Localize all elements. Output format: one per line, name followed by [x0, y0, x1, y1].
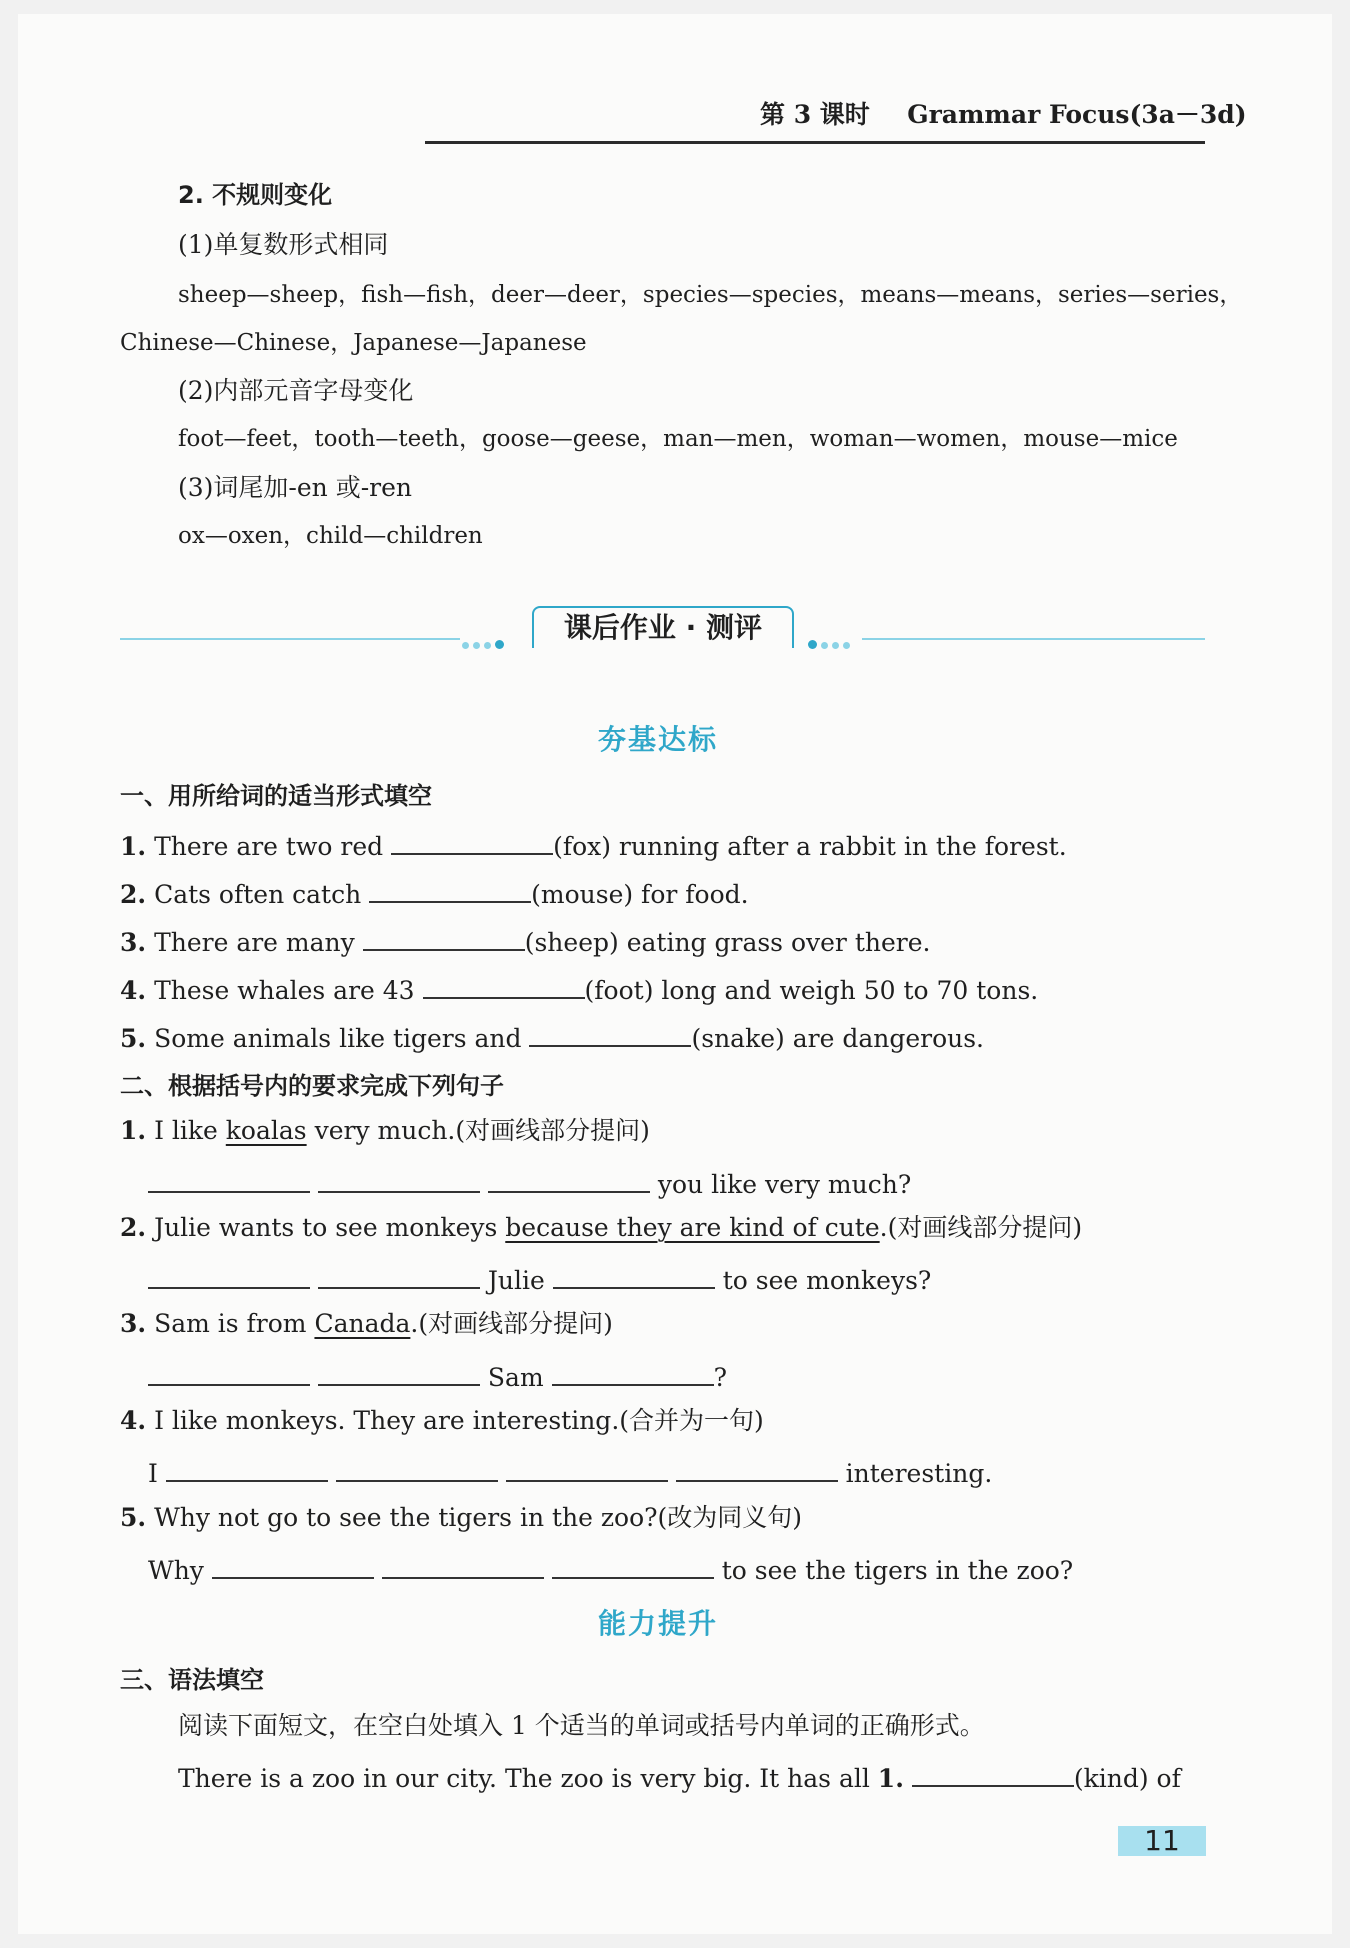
lesson-label: 第 3 课时: [760, 100, 870, 129]
answer-blank[interactable]: [553, 1259, 715, 1289]
part3-instruction: 阅读下面短文，在空白处填入 1 个适当的单词或括号内单词的正确形式。: [178, 1711, 985, 1740]
underlined-part: koalas: [225, 1116, 307, 1145]
banner-right-line: [862, 638, 1205, 640]
header-rule: [425, 141, 1205, 144]
banner-left-line: [120, 638, 460, 640]
section-basic-title: 夯基达标: [598, 723, 719, 756]
answer-blank[interactable]: [369, 873, 531, 903]
part2-q2-answer: Julie to see monkeys?: [148, 1259, 931, 1298]
page-number-box: [1118, 1826, 1206, 1856]
answer-blank[interactable]: [552, 1549, 714, 1579]
part2-q5: 5. Why not go to see the tigers in the zoo?(改为同义句): [120, 1503, 803, 1532]
banner-label: 课后作业 · 测评: [563, 611, 763, 644]
irregular-sub1: (1)单复数形式相同: [178, 230, 389, 259]
part2-q4: 4. I like monkeys. They are interesting.(合并为一句): [120, 1406, 764, 1435]
part2-q2: 2. Julie wants to see monkeys because they are kind of cute.(对画线部分提问): [120, 1213, 1083, 1242]
part1-item-3: 3. There are many (sheep) eating grass over there.: [120, 921, 930, 960]
answer-blank[interactable]: [506, 1452, 668, 1482]
underlined-part: because they are kind of cute: [505, 1213, 880, 1242]
part1-item-5: 5. Some animals like tigers and (snake) are dangerous.: [120, 1017, 984, 1056]
part2-q3-answer: Sam ?: [148, 1356, 727, 1395]
answer-blank[interactable]: [488, 1163, 650, 1193]
part3-heading: 三、语法填空: [120, 1666, 264, 1694]
running-header: [760, 95, 1247, 131]
irregular-heading: 2. 不规则变化: [178, 181, 333, 209]
banner-left-dots: [460, 634, 506, 653]
page-number: 11: [1144, 1824, 1180, 1857]
part2-q4-answer: I interesting.: [148, 1452, 992, 1491]
part1-item-4: 4. These whales are 43 (foot) long and weigh 50 to 70 tons.: [120, 969, 1038, 1008]
answer-blank[interactable]: [529, 1017, 691, 1047]
banner-box: [532, 606, 794, 648]
answer-blank[interactable]: [212, 1549, 374, 1579]
answer-blank[interactable]: [423, 969, 585, 999]
answer-blank[interactable]: [676, 1452, 838, 1482]
answer-blank[interactable]: [148, 1163, 310, 1193]
irregular-sub2: (2)内部元音字母变化: [178, 376, 414, 405]
part2-q1-answer: you like very much?: [148, 1163, 911, 1202]
answer-blank[interactable]: [148, 1356, 310, 1386]
irregular-sub1-line1: sheep—sheep，fish—fish，deer—deer，species—species，means—means，series—series，: [178, 282, 1243, 308]
part2-q3: 3. Sam is from Canada.(对画线部分提问): [120, 1309, 613, 1338]
part2-heading: 二、根据括号内的要求完成下列句子: [120, 1072, 504, 1100]
answer-blank[interactable]: [318, 1356, 480, 1386]
answer-blank[interactable]: [336, 1452, 498, 1482]
irregular-sub3: (3)词尾加-en 或-ren: [178, 473, 412, 502]
irregular-sub3-line: ox—oxen，child—children: [178, 523, 483, 549]
answer-blank[interactable]: [166, 1452, 328, 1482]
answer-blank[interactable]: [912, 1757, 1074, 1787]
answer-blank[interactable]: [552, 1356, 714, 1386]
part2-q5-answer: Why to see the tigers in the zoo?: [148, 1549, 1073, 1588]
banner-right-dots: [806, 634, 852, 653]
irregular-sub2-line: foot—feet，tooth—teeth，goose—geese，man—men，woman—women，mouse—mice: [178, 426, 1178, 452]
section-ability-title: 能力提升: [598, 1607, 719, 1640]
answer-blank[interactable]: [318, 1259, 480, 1289]
underlined-part: Canada: [314, 1309, 411, 1338]
part1-item-1: 1. There are two red (fox) running after a rabbit in the forest.: [120, 825, 1067, 864]
answer-blank[interactable]: [391, 825, 553, 855]
part2-q1: 1. I like koalas very much.(对画线部分提问): [120, 1116, 650, 1145]
irregular-sub1-line2: Chinese—Chinese，Japanese—Japanese: [120, 330, 587, 356]
part3-text: There is a zoo in our city. The zoo is very big. It has all 1. (kind) of: [178, 1757, 1181, 1796]
answer-blank[interactable]: [148, 1259, 310, 1289]
answer-blank[interactable]: [363, 921, 525, 951]
answer-blank[interactable]: [382, 1549, 544, 1579]
lesson-title: Grammar Focus(3a－3d): [907, 100, 1247, 129]
part1-heading: 一、用所给词的适当形式填空: [120, 782, 432, 810]
part1-item-2: 2. Cats often catch (mouse) for food.: [120, 873, 749, 912]
answer-blank[interactable]: [318, 1163, 480, 1193]
